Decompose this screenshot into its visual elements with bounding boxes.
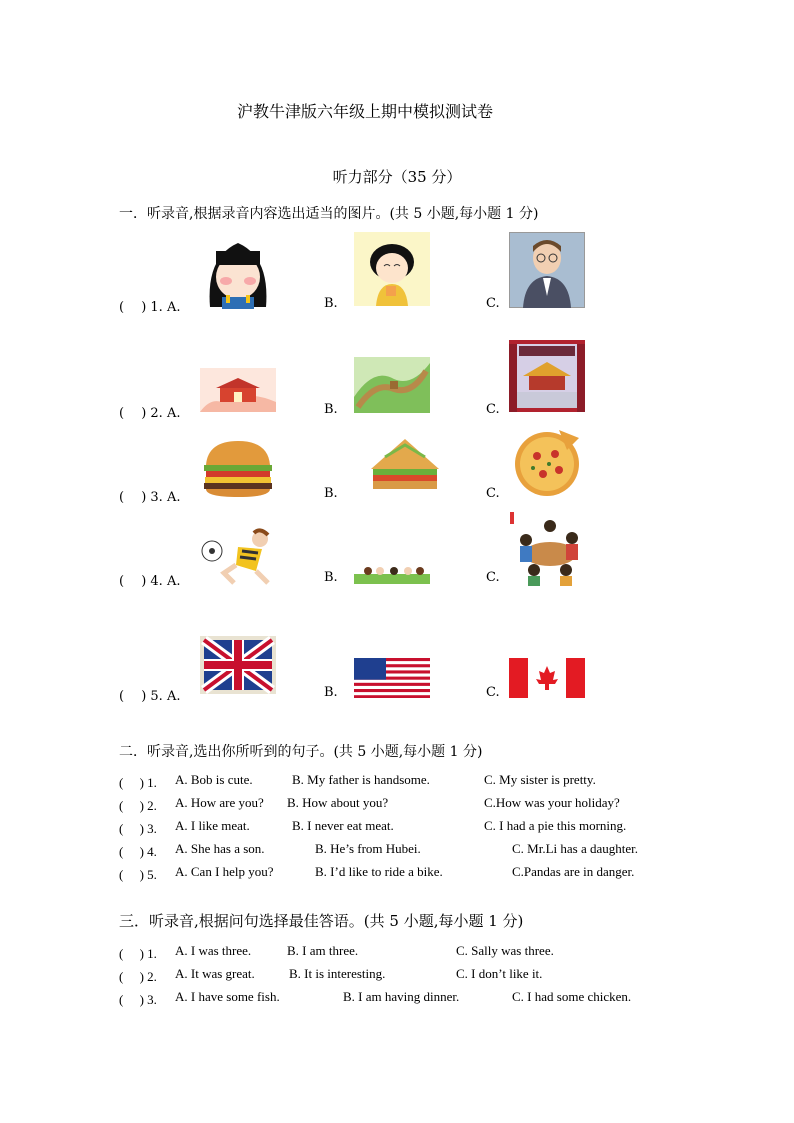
s2-q3-num: ( ) 3. <box>119 821 157 836</box>
s3-q1-num: ( ) 1. <box>119 946 157 961</box>
s1-q3-c: C. <box>486 486 500 501</box>
s3-q2-b: B. It is interesting. <box>289 966 386 981</box>
s1-q2-c: C. <box>486 402 500 417</box>
s2-q5-c: C.Pandas are in danger. <box>512 864 635 879</box>
s1-q5-label: ( ) 5. A. <box>119 689 181 704</box>
s2-q1-a: A. Bob is cute. <box>175 772 253 787</box>
uk-flag-image <box>200 636 276 694</box>
people-on-grass-image <box>354 562 430 584</box>
s3-q3-num: ( ) 3. <box>119 992 157 1007</box>
s2-q4-c: C. Mr.Li has a daughter. <box>512 841 639 856</box>
s3-q3-a: A. I have some fish. <box>175 989 280 1004</box>
s3-q2-num: ( ) 2. <box>119 969 157 984</box>
girl-cartoon-image <box>204 237 272 309</box>
s2-q4-num: ( ) 4. <box>119 844 157 859</box>
s1-q1-c: C. <box>486 296 500 311</box>
s3-q2-a: A. It was great. <box>175 966 255 981</box>
tiananmen-image <box>200 368 276 412</box>
canada-flag-image <box>509 658 585 698</box>
s2-q2-b: B. How about you? <box>287 795 389 810</box>
s1-q4-label: ( ) 4. A. <box>119 574 181 589</box>
s1-q4-c: C. <box>486 570 500 585</box>
s2-q1-b: B. My father is handsome. <box>292 772 430 787</box>
s2-q1-c: C. My sister is pretty. <box>484 772 596 787</box>
hamburger-image <box>200 437 276 499</box>
pizza-image <box>509 424 585 500</box>
usa-flag-image <box>354 658 430 698</box>
s2-q5-b: B. I’d like to ride a bike. <box>315 864 443 879</box>
s2-q3-b: B. I never eat meat. <box>292 818 394 833</box>
s1-q1-b: B. <box>324 296 338 311</box>
s2-q3-a: A. I like meat. <box>175 818 250 833</box>
s3-q3-c: C. I had some chicken. <box>512 989 632 1004</box>
section2-heading: 二．听录音,选出你所听到的句子。(共 5 小题,每小题 1 分) <box>119 744 483 760</box>
s1-q3-b: B. <box>324 486 338 501</box>
s1-q2-b: B. <box>324 402 338 417</box>
s2-q5-a: A. Can I help you? <box>175 864 274 879</box>
s1-q2-label: ( ) 2. A. <box>119 406 181 421</box>
family-dinner-image <box>506 510 586 586</box>
s1-q5-b: B. <box>324 685 338 700</box>
section1-heading: 一．听录音,根据录音内容选出适当的图片。(共 5 小题,每小题 1 分) <box>119 206 539 222</box>
s2-q5-num: ( ) 5. <box>119 867 157 882</box>
forbidden-city-image <box>509 340 585 412</box>
listening-header: 听力部分（35 分） <box>332 168 462 186</box>
s2-q1-num: ( ) 1. <box>119 775 157 790</box>
s2-q4-a: A. She has a son. <box>175 841 265 856</box>
s3-q1-c: C. Sally was three. <box>456 943 554 958</box>
s2-q4-b: B. He’s from Hubei. <box>315 841 421 856</box>
man-glasses-image <box>509 232 585 308</box>
s2-q2-a: A. How are you? <box>175 795 264 810</box>
s1-q5-c: C. <box>486 685 500 700</box>
soccer-boy-image <box>198 527 274 587</box>
great-wall-image <box>354 357 430 413</box>
s3-q1-b: B. I am three. <box>287 943 359 958</box>
s3-q2-c: C. I don’t like it. <box>456 966 543 981</box>
s1-q1-label: ( ) 1. A. <box>119 300 181 315</box>
s2-q3-c: C. I had a pie this morning. <box>484 818 627 833</box>
s1-q3-label: ( ) 3. A. <box>119 490 181 505</box>
s3-q1-a: A. I was three. <box>175 943 252 958</box>
sandwich-image <box>365 435 445 493</box>
s3-q3-b: B. I am having dinner. <box>343 989 460 1004</box>
s2-q2-num: ( ) 2. <box>119 798 157 813</box>
s2-q2-c: C.How was your holiday? <box>484 795 620 810</box>
page-title: 沪教牛津版六年级上期中模拟测试卷 <box>236 102 493 121</box>
section3-heading: 三．听录音,根据问句选择最佳答语。(共 5 小题,每小题 1 分) <box>119 912 524 930</box>
short-hair-girl-image <box>354 232 430 306</box>
s1-q4-b: B. <box>324 570 338 585</box>
